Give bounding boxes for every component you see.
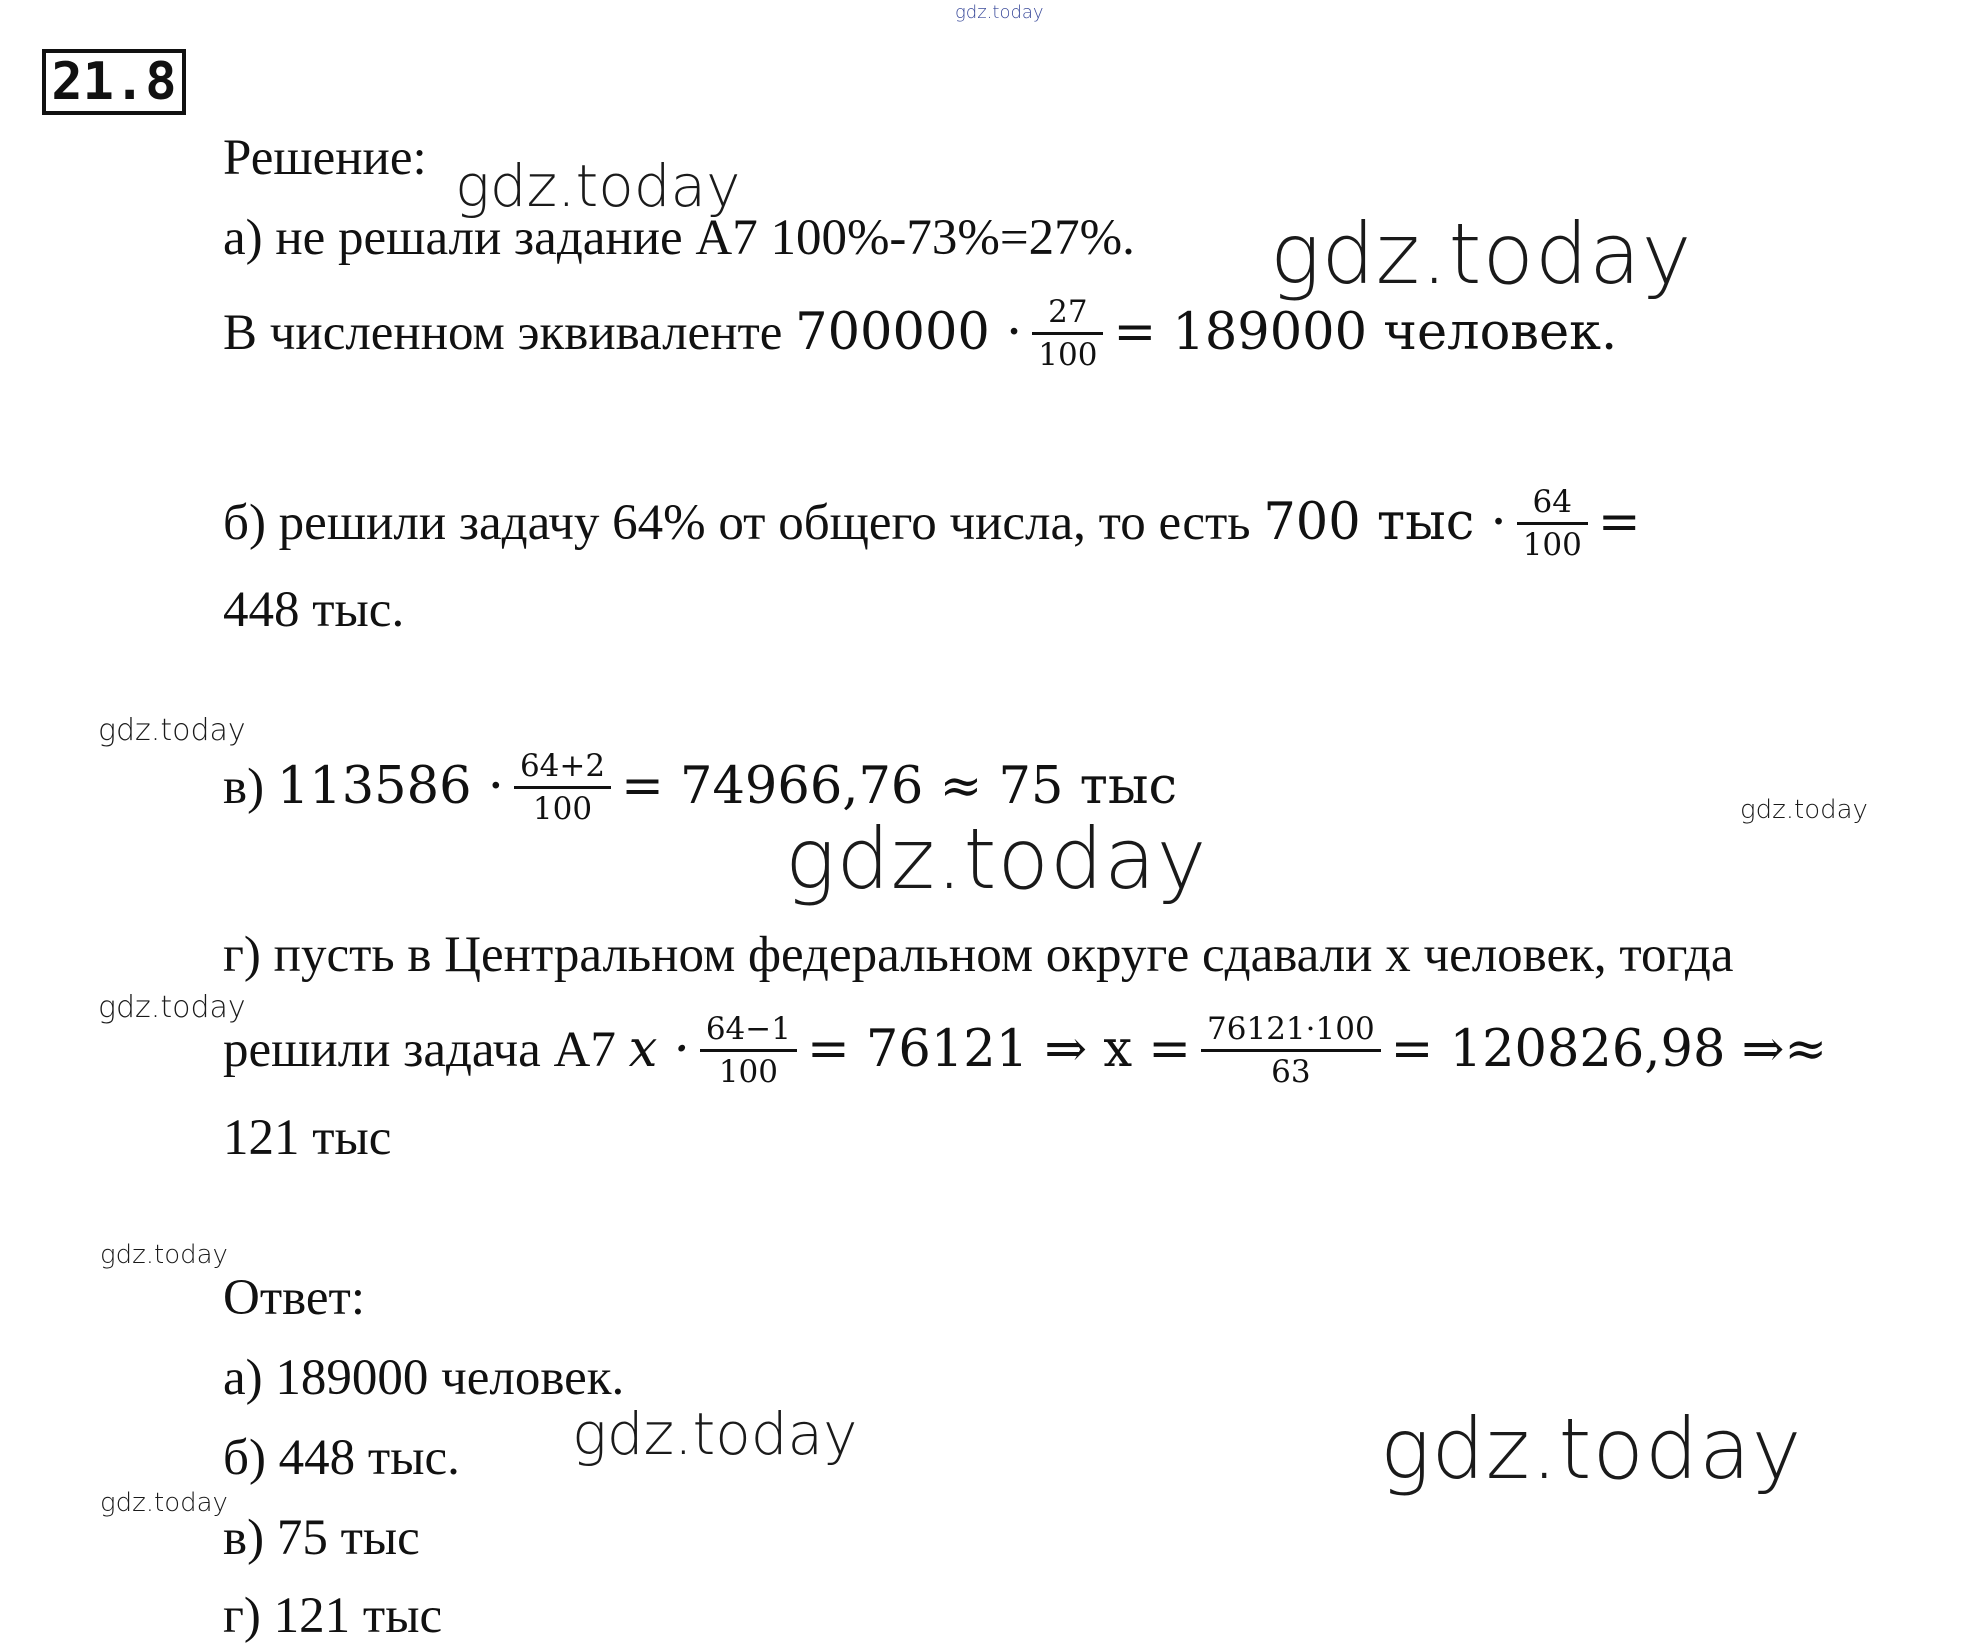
part-b-number: 700 тыс · [1263, 493, 1507, 553]
answer-item-b: б) 448 тыс. [223, 1430, 460, 1486]
watermark: gdz.today [100, 1240, 228, 1270]
fraction-denominator: 100 [1522, 527, 1582, 563]
part-a-number: 700000 · [795, 303, 1023, 363]
part-b-line1 [223, 484, 1641, 567]
part-a-result: = 189000 человек. [1113, 303, 1618, 363]
solution-heading: Решение: [223, 130, 427, 186]
part-g-line1: г) пусть в Центральном федеральном округе сдавали х человек, тогда [223, 927, 1734, 983]
fraction-numerator: 27 [1032, 294, 1103, 335]
part-g-result: = 120826,98 ⇒≈ [1390, 1020, 1828, 1080]
part-v-prefix: в) [223, 759, 265, 816]
task-number: 21.8 [42, 49, 186, 115]
fraction-denominator: 100 [718, 1054, 778, 1090]
answer-item-g: г) 121 тыс [223, 1588, 443, 1644]
part-v-fraction [514, 748, 611, 827]
part-v-result: = 74966,76 ≈ 75 тыс [621, 757, 1178, 817]
watermark: gdz.today [1270, 205, 1693, 303]
fraction-numerator: 76121·100 [1201, 1011, 1381, 1052]
part-g-text: решили задача А7 [223, 1022, 616, 1079]
part-g-fraction-2 [1201, 1011, 1381, 1090]
part-b-text: б) решили задачу 64% от общего числа, то есть [223, 495, 1251, 552]
answer-item-a: а) 189000 человек. [223, 1350, 625, 1406]
part-b-line2: 448 тыс. [223, 582, 405, 638]
part-g-line2 [223, 1011, 1828, 1094]
part-a-fraction [1032, 294, 1103, 373]
fraction-numerator: 64 [1517, 484, 1588, 525]
part-b-equals: = [1597, 493, 1641, 553]
watermark: gdz.today [98, 713, 246, 748]
fraction-numerator: 64−1 [700, 1011, 797, 1052]
fraction-denominator: 63 [1271, 1054, 1311, 1090]
fraction-denominator: 100 [532, 791, 593, 827]
watermark: gdz.today [1380, 1400, 1803, 1498]
watermark: gdz.today [1740, 795, 1868, 825]
part-g-variable: x · [628, 1020, 690, 1080]
part-a-text: В численном эквиваленте [223, 305, 783, 362]
part-a-line1: а) не решали задание А7 100%-73%=27%. [223, 210, 1135, 266]
part-a-line2 [223, 294, 1618, 377]
answer-item-v: в) 75 тыс [223, 1510, 420, 1566]
watermark: gdz.today [785, 810, 1208, 908]
part-g-fraction-1 [700, 1011, 797, 1090]
watermark: gdz.today [572, 1400, 858, 1468]
watermark: gdz.today [98, 990, 246, 1025]
part-g-equation: = 76121 ⇒ x = [806, 1020, 1192, 1080]
part-v-number: 113586 · [276, 757, 504, 817]
fraction-denominator: 100 [1038, 337, 1098, 373]
part-b-fraction [1517, 484, 1588, 563]
part-g-line3: 121 тыс [223, 1110, 392, 1166]
watermark: gdz.today [455, 152, 741, 220]
watermark: gdz.today [100, 1488, 228, 1518]
answer-heading: Ответ: [223, 1270, 365, 1326]
fraction-numerator: 64+2 [514, 748, 611, 789]
watermark-top: gdz.today [955, 2, 1044, 23]
